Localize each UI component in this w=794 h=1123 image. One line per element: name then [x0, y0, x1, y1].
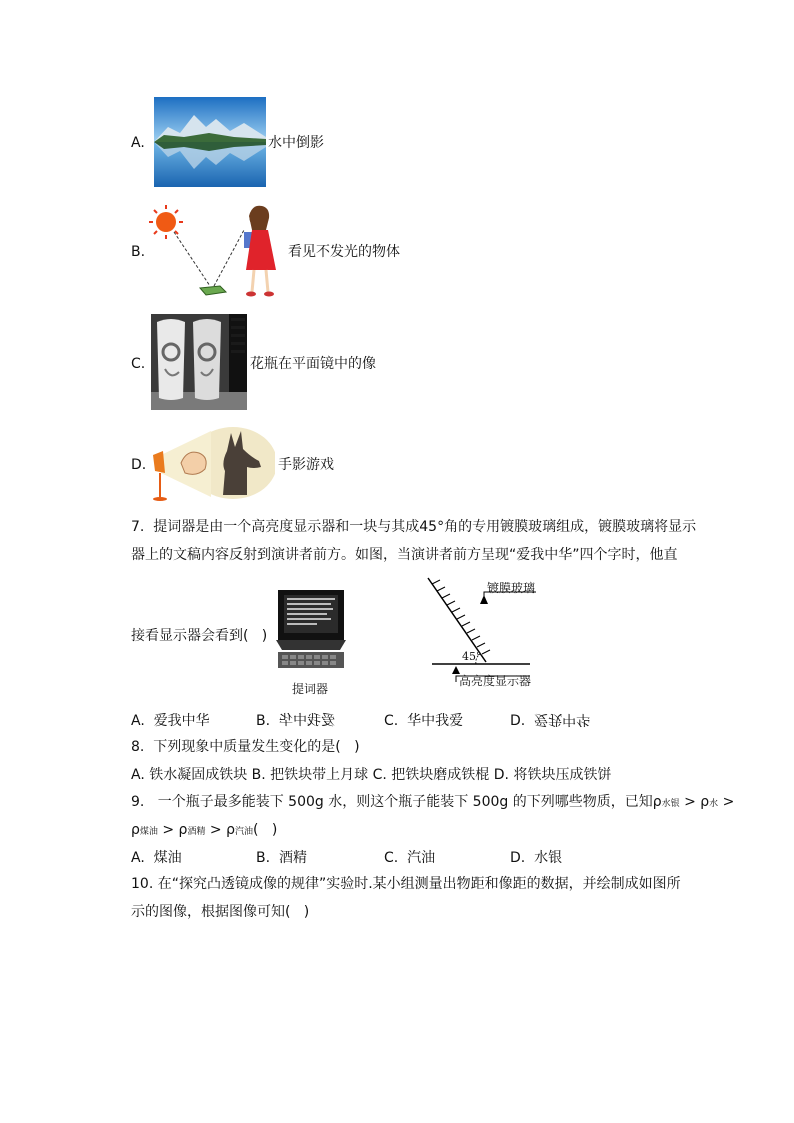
book-icon — [200, 286, 226, 295]
option-b-letter: B. — [131, 244, 146, 260]
option-a-caption: 水中倒影 — [268, 135, 324, 151]
q9-option-d: D. 水银 — [510, 850, 563, 866]
q9-stem-line2: ρ煤油 > ρ酒精 > ρ汽油( ) — [131, 822, 278, 838]
q9-option-a: A. 煤油 — [131, 850, 182, 866]
prompter-label: 提词器 — [292, 682, 329, 696]
q8-options: A. 铁水凝固成铁块 B. 把铁块带上月球 C. 把铁块磨成铁棍 D. 将铁块压成铁饼 — [131, 767, 612, 783]
q7-option-b: B. 爱我中华 — [256, 713, 335, 729]
option-b-caption: 看见不发光的物体 — [288, 244, 400, 260]
mountain-lake-reflection-image — [154, 97, 266, 187]
q8-stem: 8. 下列现象中质量发生变化的是( ) — [131, 739, 360, 755]
hand-shadow-image — [151, 423, 275, 505]
q7-option-d: D. 爱我中华 — [510, 711, 591, 729]
q7-stem-line3: 接看显示器会看到( ) — [131, 628, 268, 644]
vase-mirror-image — [151, 314, 247, 410]
sun-icon — [149, 205, 183, 239]
angle-label: 45° — [462, 650, 482, 663]
q9-stem-line1: 9. 一个瓶子最多能装下 500g 水，则这个瓶子能装下 500g 的下列哪些物质，已知ρ水银 > ρ水 > — [131, 794, 735, 810]
q7-option-a: A. 爱我中华 — [131, 713, 210, 729]
q7-stem-line1: 7. 提词器是由一个高亮度显示器和一块与其成45°角的专用镀膜玻璃组成，镀膜玻璃将显示 — [131, 519, 697, 535]
option-d-letter: D. — [131, 457, 147, 473]
q10-stem-line1: 10. 在“探究凸透镜成像的规律”实验时.某小组测量出物距和像距的数据，并绘制成如图所 — [131, 876, 681, 892]
q9-option-b: B. 酒精 — [256, 850, 307, 866]
glass-label: 镀膜玻璃 — [487, 581, 536, 595]
option-d-caption: 手影游戏 — [278, 457, 334, 473]
option-a-letter: A. — [131, 135, 145, 151]
option-c-letter: C. — [131, 356, 146, 372]
option-c-caption: 花瓶在平面镜中的像 — [250, 356, 376, 372]
q7-stem-line2: 器上的文稿内容反射到演讲者前方。如图，当演讲者前方呈现“爱我中华”四个字时，他直 — [131, 547, 678, 563]
q10-stem-line2: 示的图像，根据图像可知( ) — [131, 904, 310, 920]
q7-option-c: C. 华中我爱 — [384, 713, 464, 729]
teleprompter-image — [268, 588, 354, 674]
girl-icon — [244, 206, 276, 297]
q9-option-c: C. 汽油 — [384, 850, 436, 866]
sun-book-girl-image — [148, 200, 288, 304]
display-label: 高亮度显示器 — [459, 674, 532, 688]
